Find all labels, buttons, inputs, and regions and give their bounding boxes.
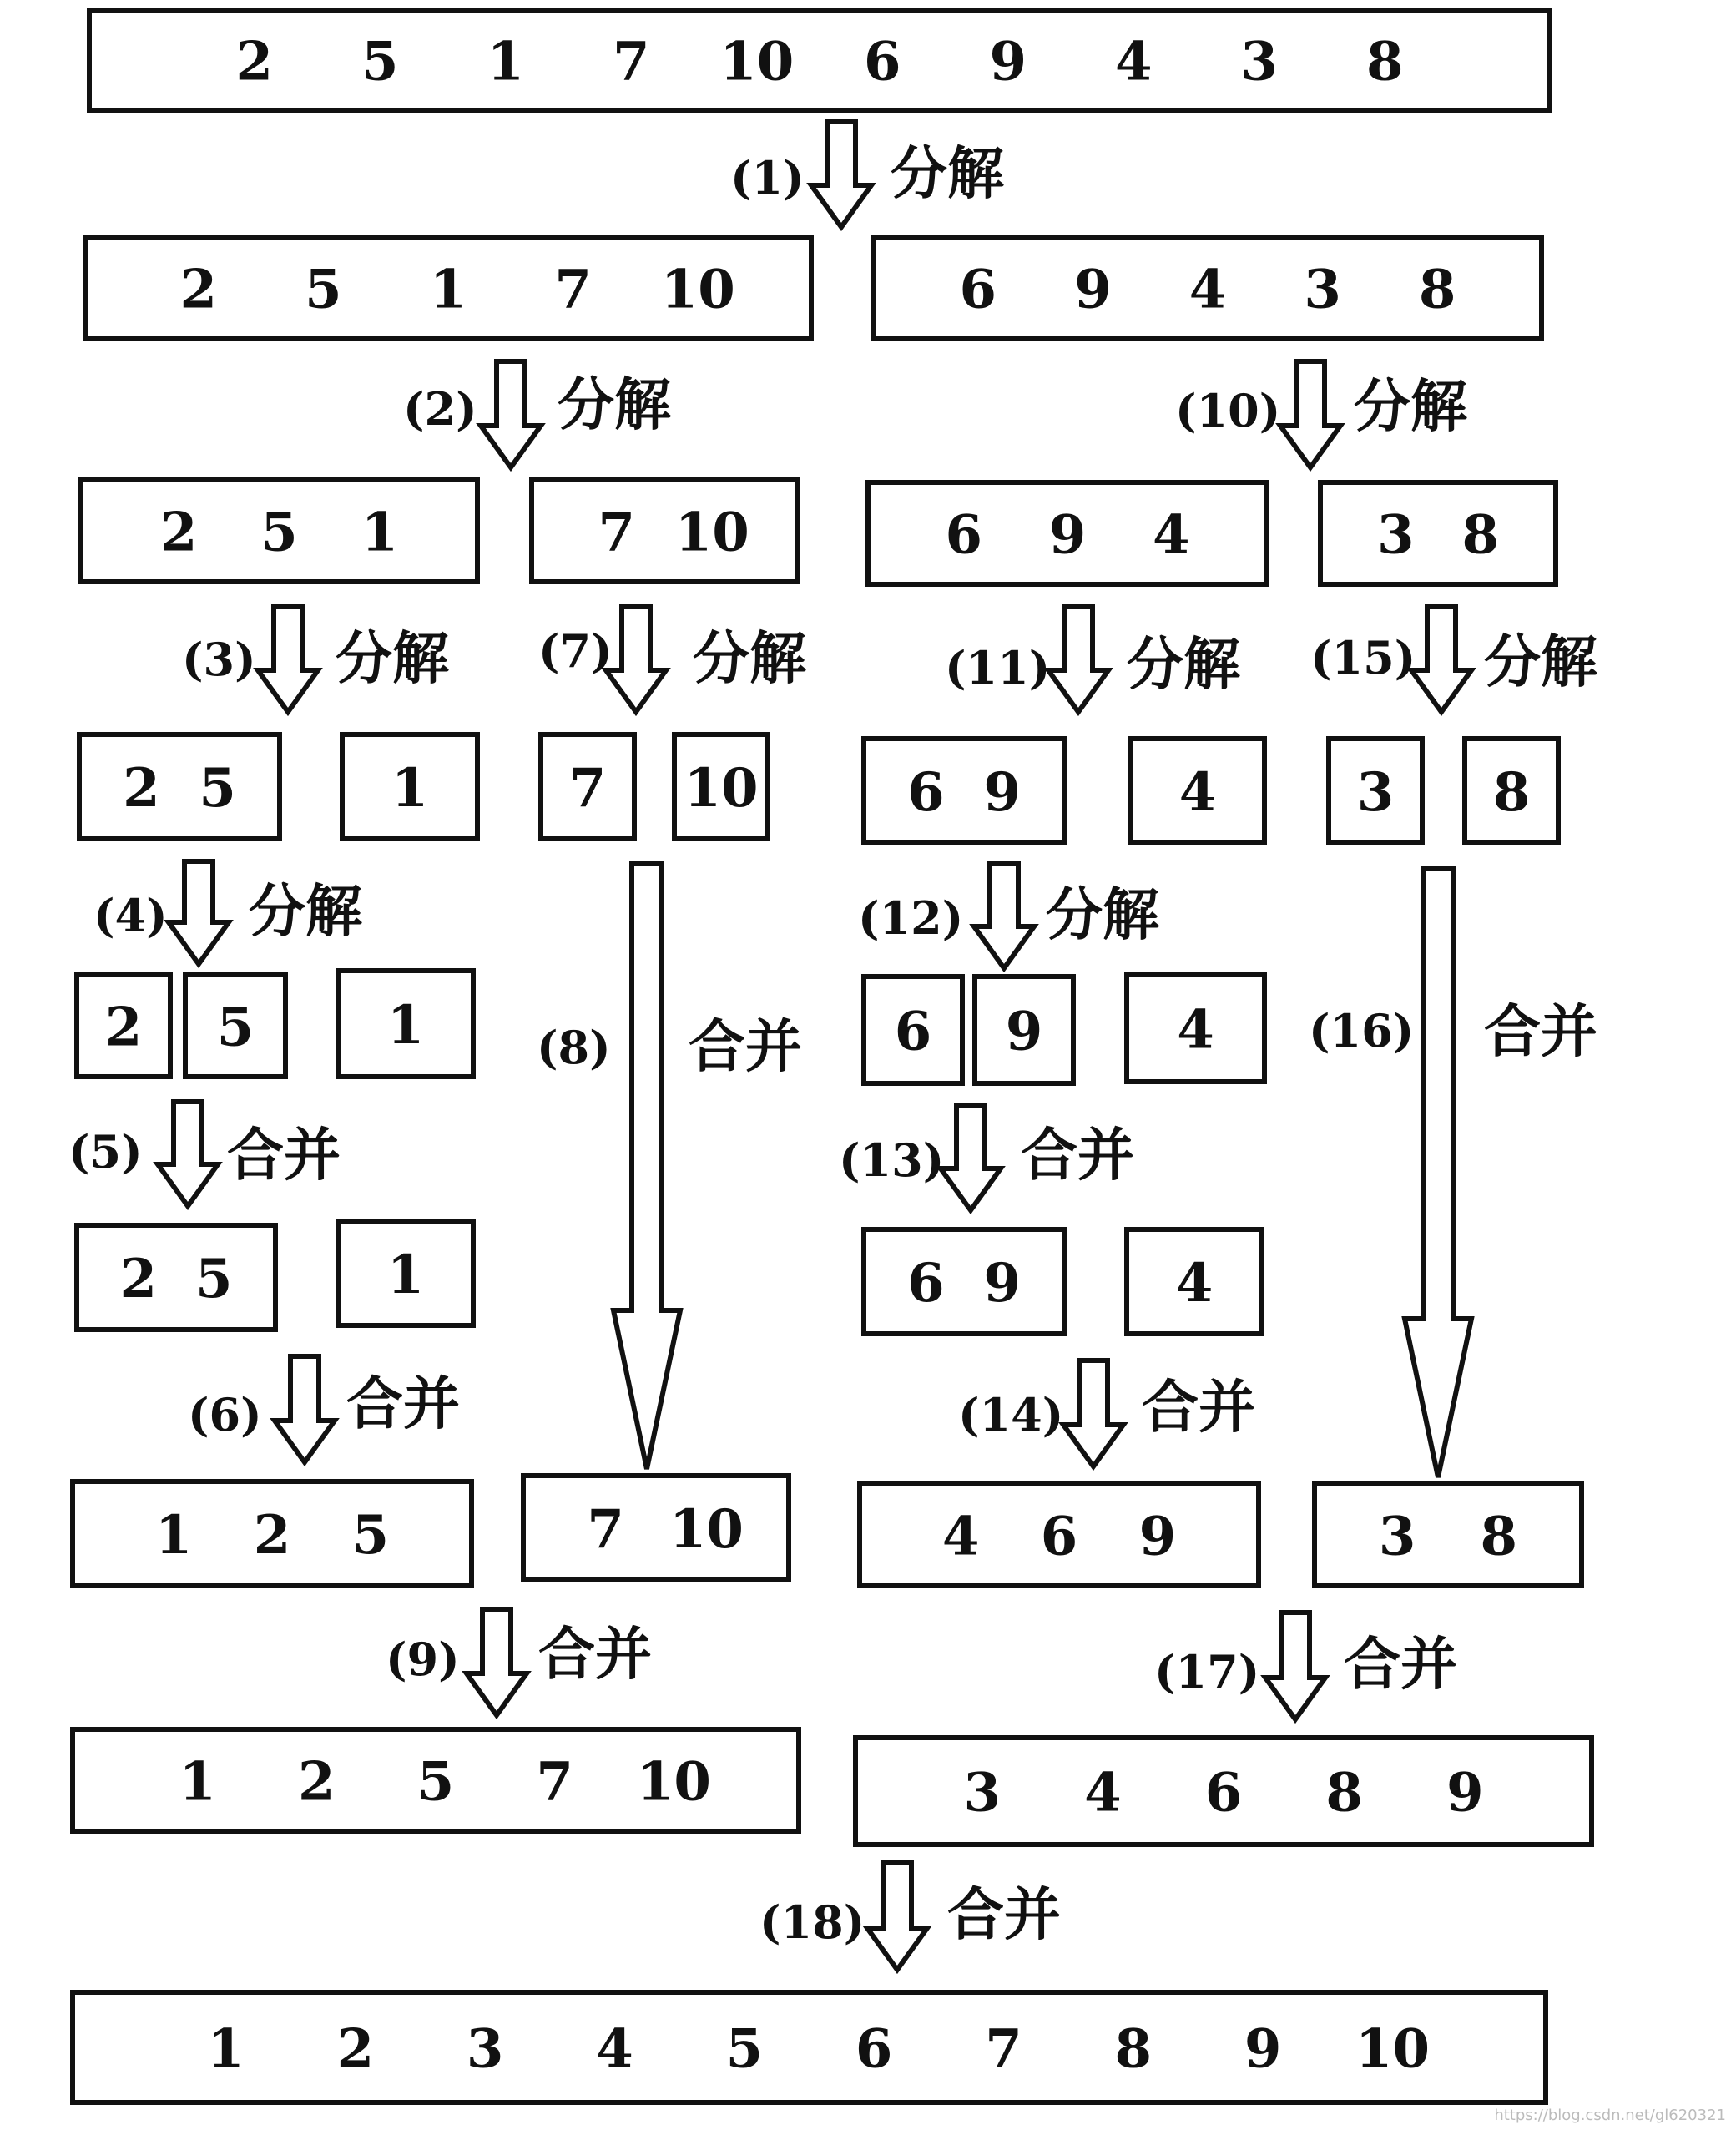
array-box [338, 971, 473, 1077]
array-box [674, 734, 768, 839]
array-box [1127, 975, 1264, 1082]
array-element: 9 [1138, 1505, 1177, 1568]
array-element: 1 [361, 501, 399, 564]
array-element: 2 [298, 1750, 336, 1814]
down-arrow-icon [158, 1102, 218, 1206]
array-element: 2 [159, 501, 198, 564]
array-element: 4 [1114, 30, 1153, 93]
array-box [1329, 739, 1422, 843]
array-element: 4 [1153, 503, 1190, 567]
down-arrow-icon [1405, 868, 1471, 1477]
array-element: 1 [154, 1504, 193, 1567]
array-box [874, 238, 1542, 338]
array-element: 5 [305, 258, 342, 321]
array-element: 8 [1492, 761, 1531, 824]
array-element: 5 [199, 757, 236, 820]
array-box-frame [1315, 1484, 1582, 1586]
down-arrow-icon [867, 1863, 927, 1970]
array-element: 7 [536, 1750, 573, 1814]
step-number-label: (15) [1310, 631, 1416, 684]
step-number-label: (14) [958, 1388, 1064, 1441]
array-box [532, 480, 797, 582]
step-operation-label: 分解 [693, 626, 807, 693]
array-element: 2 [336, 2017, 375, 2081]
step-number-label: (7) [538, 624, 613, 678]
array-box [85, 238, 811, 338]
down-arrow-icon [481, 361, 541, 467]
step-operation-label: 分解 [891, 141, 1005, 208]
array-element: 3 [1378, 1505, 1416, 1568]
array-box-frame [523, 1476, 789, 1580]
array-element: 4 [941, 1505, 980, 1568]
array-box [77, 975, 170, 1077]
down-arrow-icon [811, 121, 871, 227]
array-element: 7 [568, 757, 607, 820]
step-number-label: (5) [68, 1125, 143, 1179]
array-element: 7 [598, 501, 636, 564]
down-arrow-icon [1265, 1613, 1325, 1719]
step-number-label: (2) [403, 382, 477, 436]
array-box [523, 1476, 789, 1580]
array-box [1320, 482, 1556, 584]
array-element: 10 [669, 1498, 744, 1561]
array-element: 9 [1446, 1761, 1484, 1825]
array-element: 5 [194, 1248, 233, 1310]
step-number-label: (16) [1309, 1004, 1415, 1057]
array-element: 8 [1365, 30, 1404, 93]
array-element: 4 [596, 2017, 633, 2081]
step-operation-label: 合并 [1344, 1632, 1458, 1698]
array-element: 4 [1084, 1761, 1122, 1825]
step-operation-label: 合并 [1484, 999, 1598, 1066]
down-arrow-icon [467, 1609, 527, 1715]
array-box [1127, 1229, 1262, 1334]
array-element: 1 [179, 1750, 216, 1814]
array-element: 6 [1204, 1761, 1243, 1825]
step-operation-label: 分解 [1127, 632, 1241, 699]
array-element: 7 [587, 1498, 624, 1561]
array-element: 10 [684, 757, 759, 820]
array-box [855, 1738, 1592, 1845]
array-element: 5 [725, 2017, 764, 2081]
step-number-label: (10) [1175, 384, 1281, 437]
array-element: 5 [216, 996, 255, 1059]
down-arrow-icon [1411, 607, 1471, 712]
array-element: 2 [104, 996, 143, 1059]
array-element: 2 [253, 1504, 291, 1567]
array-box [868, 482, 1267, 584]
array-element: 2 [119, 1248, 158, 1310]
down-arrow-icon [1280, 361, 1340, 467]
array-element: 5 [351, 1504, 390, 1567]
step-number-label: (9) [386, 1633, 460, 1686]
array-box-frame [864, 739, 1064, 843]
step-operation-label: 合并 [689, 1014, 803, 1081]
array-element: 9 [1244, 2017, 1282, 2081]
array-element: 3 [1304, 258, 1341, 321]
array-element: 6 [959, 258, 997, 321]
array-element: 4 [1177, 998, 1214, 1062]
array-element: 4 [1188, 258, 1227, 321]
step-number-label: (1) [730, 151, 805, 204]
array-element: 2 [179, 258, 217, 321]
step-operation-label: 合并 [227, 1123, 341, 1189]
array-box [1315, 1484, 1582, 1586]
array-element: 7 [985, 2017, 1022, 2081]
array-box [73, 1992, 1546, 2102]
array-element: 7 [554, 258, 592, 321]
step-operation-label: 分解 [249, 879, 363, 946]
array-box-frame [1320, 482, 1556, 584]
step-number-label: (13) [839, 1133, 945, 1187]
array-box-frame [532, 480, 797, 582]
down-arrow-icon [1063, 1360, 1123, 1466]
array-element: 9 [1048, 503, 1087, 567]
array-box [975, 977, 1073, 1083]
array-box [73, 1481, 472, 1586]
step-number-label: (6) [188, 1388, 262, 1441]
array-element: 1 [429, 258, 467, 321]
step-operation-label: 分解 [1354, 374, 1468, 441]
array-element: 8 [1325, 1761, 1363, 1825]
array-box-frame [864, 1229, 1064, 1334]
step-operation-label: 分解 [558, 372, 672, 439]
array-element: 3 [963, 1761, 1001, 1825]
down-arrow-icon [275, 1356, 335, 1462]
watermark: https://blog.csdn.net/gl620321 [1494, 2107, 1726, 2124]
step-operation-label: 合并 [1142, 1375, 1256, 1441]
step-number-label: (4) [93, 889, 168, 942]
array-box [73, 1729, 799, 1831]
array-element: 3 [466, 2017, 504, 2081]
array-box [864, 977, 962, 1083]
array-element: 8 [1480, 1505, 1518, 1568]
array-element: 6 [945, 503, 982, 567]
down-arrow-icon [169, 861, 229, 964]
array-element: 10 [1355, 2017, 1430, 2081]
array-box-frame [89, 10, 1550, 110]
array-element: 6 [907, 761, 945, 824]
array-box [77, 1225, 275, 1330]
array-box [860, 1484, 1259, 1586]
array-element: 3 [1356, 761, 1395, 824]
step-number-label: (12) [858, 891, 964, 945]
down-arrow-icon [258, 607, 318, 712]
array-element: 8 [1461, 503, 1500, 567]
array-box [864, 1229, 1064, 1334]
array-element: 10 [719, 30, 795, 93]
array-element: 6 [863, 30, 901, 93]
array-element: 2 [235, 30, 274, 93]
array-element: 5 [361, 30, 399, 93]
array-box [1131, 739, 1264, 843]
array-box [864, 739, 1064, 843]
step-operation-label: 分解 [1484, 629, 1598, 696]
array-element: 10 [674, 501, 749, 564]
array-element: 7 [612, 30, 650, 93]
array-element: 3 [1240, 30, 1279, 93]
array-element: 2 [123, 757, 160, 820]
step-number-label: (18) [760, 1895, 865, 1949]
array-box [541, 734, 634, 839]
array-element: 9 [1074, 258, 1112, 321]
down-arrow-icon [1048, 607, 1108, 712]
array-box-frame [77, 1225, 275, 1330]
array-element: 1 [487, 30, 525, 93]
step-number-label: (3) [182, 633, 256, 686]
array-element: 1 [391, 757, 429, 820]
step-operation-label: 合并 [947, 1882, 1062, 1949]
step-number-label: (11) [945, 641, 1051, 694]
array-element: 10 [660, 258, 735, 321]
down-arrow-icon [974, 864, 1034, 968]
array-element: 4 [1175, 1252, 1214, 1315]
array-box [79, 734, 280, 839]
array-element: 6 [1040, 1505, 1078, 1568]
array-box [81, 480, 477, 582]
array-element: 10 [636, 1750, 711, 1814]
array-element: 3 [1376, 503, 1415, 567]
step-operation-label: 分解 [1046, 882, 1160, 949]
down-arrow-icon [941, 1106, 1001, 1210]
array-element: 1 [386, 994, 425, 1057]
array-element: 8 [1114, 2017, 1153, 2081]
array-element: 8 [1418, 258, 1456, 321]
array-element: 4 [1178, 761, 1217, 824]
array-element: 6 [894, 1000, 932, 1063]
down-arrow-icon [606, 607, 666, 712]
array-element: 6 [907, 1252, 945, 1315]
array-element: 5 [416, 1750, 455, 1814]
step-operation-label: 分解 [336, 626, 450, 693]
array-element: 5 [260, 501, 298, 564]
array-element: 1 [386, 1244, 425, 1306]
array-element: 9 [983, 1252, 1021, 1315]
array-box [1465, 739, 1558, 843]
array-box [342, 734, 477, 839]
array-element: 9 [989, 30, 1027, 93]
array-element: 1 [207, 2017, 245, 2081]
array-box-frame [79, 734, 280, 839]
step-number-label: (17) [1154, 1645, 1260, 1698]
down-arrow-icon [613, 864, 680, 1469]
array-element: 6 [855, 2017, 893, 2081]
array-element: 9 [1005, 1000, 1043, 1063]
array-element: 9 [983, 761, 1021, 824]
array-box-frame [73, 1992, 1546, 2102]
step-number-label: (8) [537, 1021, 611, 1074]
step-operation-label: 合并 [1021, 1123, 1135, 1189]
array-box [89, 10, 1550, 110]
step-operation-label: 合并 [346, 1371, 461, 1438]
array-box [338, 1221, 473, 1325]
array-box [185, 975, 285, 1077]
step-operation-label: 合并 [538, 1622, 653, 1688]
